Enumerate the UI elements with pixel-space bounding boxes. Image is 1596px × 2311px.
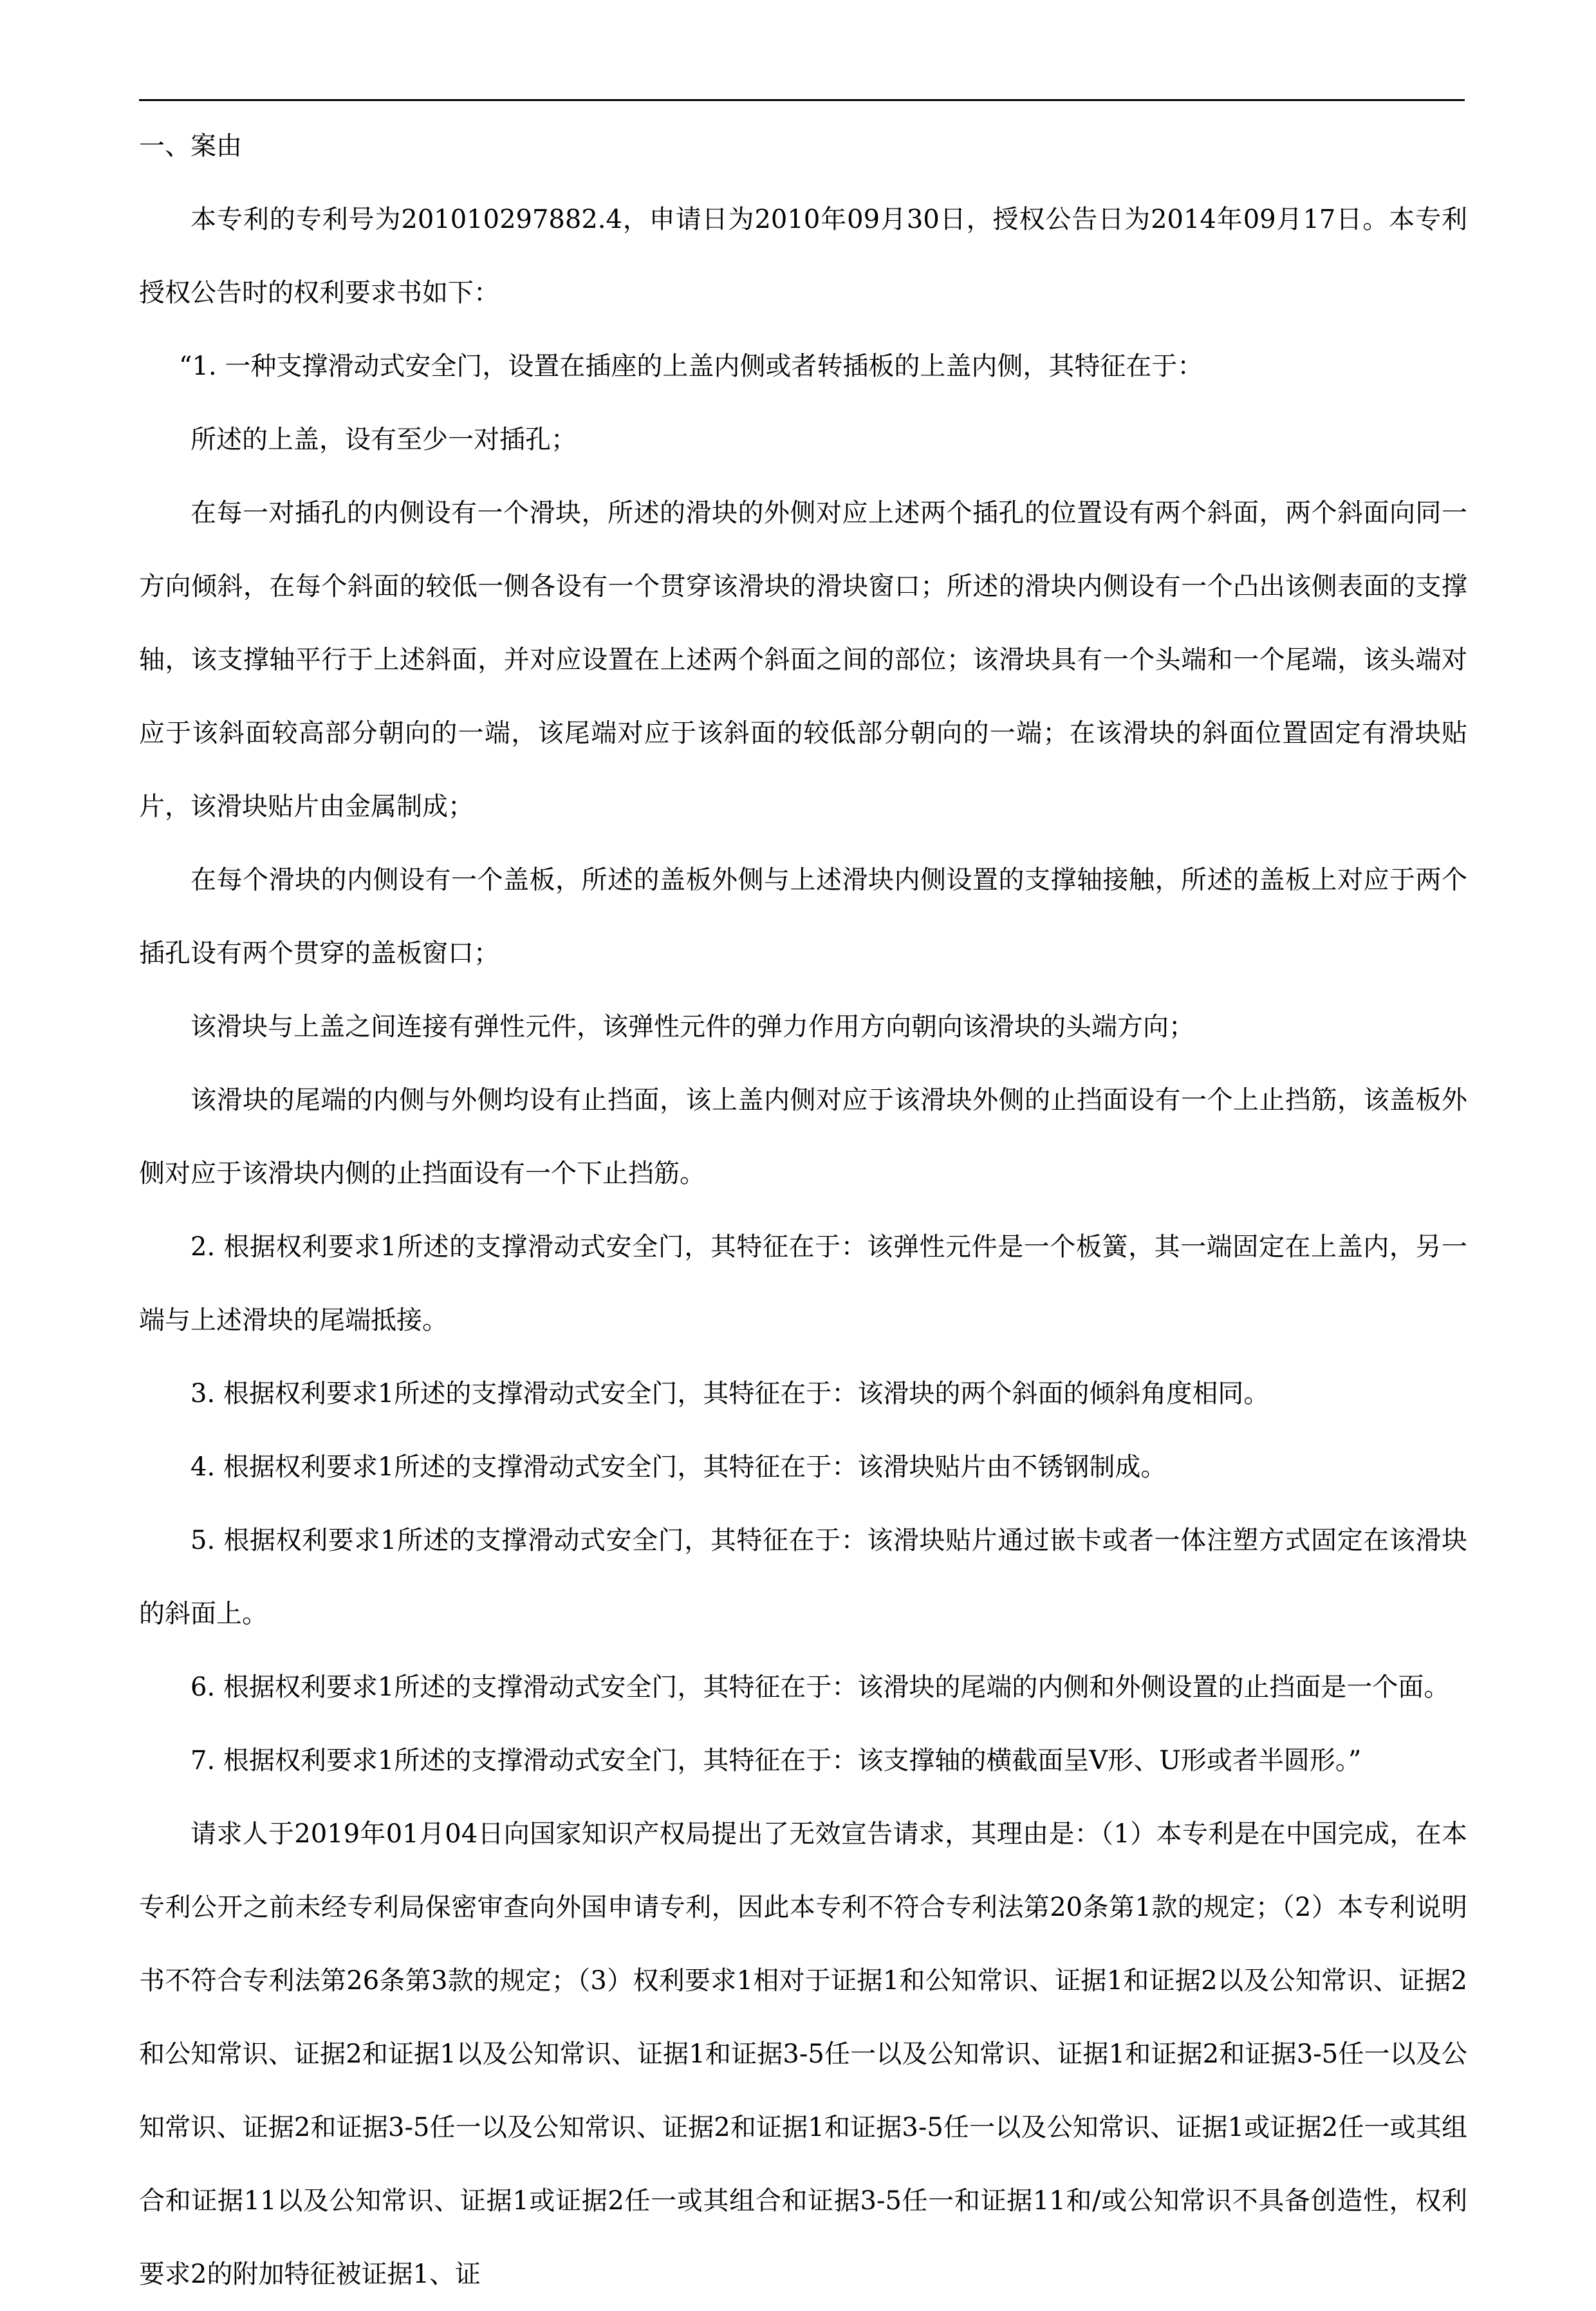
paragraph-claim-4: 4. 根据权利要求1所述的支撑滑动式安全门，其特征在于：该滑块贴片由不锈钢制成。 bbox=[190, 1452, 1167, 1482]
paragraph-claim-1-elastic: 该滑块与上盖之间连接有弹性元件，该弹性元件的弹力作用方向朝向该滑块的头端方向； bbox=[190, 1012, 1194, 1042]
paragraph-claim-1-stop: 该滑块的尾端的内侧与外侧均设有止挡面，该上盖内侧对应于该滑块外侧的止挡面设有一个上止挡筋，该盖板外侧对应于该滑块内侧的止挡面设有一个下止挡筋。 bbox=[139, 1085, 1467, 1188]
paragraph-claim-2: 2. 根据权利要求1所述的支撑滑动式安全门，其特征在于：该弹性元件是一个板簧，其一端固定在上盖内，另一端与上述滑块的尾端抵接。 bbox=[139, 1232, 1467, 1335]
paragraph-claim-6: 6. 根据权利要求1所述的支撑滑动式安全门，其特征在于：该滑块的尾端的内侧和外侧设置的止挡面是一个面。 bbox=[190, 1672, 1450, 1702]
header-rule bbox=[139, 99, 1465, 101]
paragraph-claim-1-cover-plate: 在每个滑块的内侧设有一个盖板，所述的盖板外侧与上述滑块内侧设置的支撑轴接触，所述的盖板上对应于两个插孔设有两个贯穿的盖板窗口； bbox=[139, 865, 1467, 968]
paragraph-claim-1-cover: 所述的上盖，设有至少一对插孔； bbox=[190, 425, 577, 454]
section-heading: 一、案由 bbox=[139, 131, 242, 161]
paragraph-invalidation-request: 请求人于2019年01月04日向国家知识产权局提出了无效宣告请求，其理由是：（1）本专利是在中国完成，在本专利公开之前未经专利局保密审查向外国申请专利，因此本专利不符合专利法第20条第1款的规定；（2）本专利说明书不符合专利法第26条第3款的规定；（3）权利要求1相对于证据1和公知常识、证据1和证据2以及公知常识、证据2和公知常识、证据2和证据1以及公知常识、证据1和证据3-5任一以及公知常识、证据1和证据2和证据3-5任一以及公知常识、证据2和证据3-5任一以及公知常识、证据2和证据1和证据3-5任一以及公知常识、证据1或证据2任一或其组合和证据11以及公知常识、证据1或证据2任一或其组合和证据3-5任一和证据11和/或公知常识不具备创造性，权利要求2的附加特征被证据1、证 bbox=[139, 1819, 1467, 2289]
paragraph-claim-1-intro: “1. 一种支撑滑动式安全门，设置在插座的上盖内侧或者转插板的上盖内侧，其特征在于： bbox=[179, 351, 1203, 381]
paragraph-claim-7: 7. 根据权利要求1所述的支撑滑动式安全门，其特征在于：该支撑轴的横截面呈V形、U形或者半圆形。” bbox=[190, 1746, 1362, 1775]
paragraph-claim-1-slider: 在每一对插孔的内侧设有一个滑块，所述的滑块的外侧对应上述两个插孔的位置设有两个斜面，两个斜面向同一方向倾斜，在每个斜面的较低一侧各设有一个贯穿该滑块的滑块窗口；所述的滑块内侧设有一个凸出该侧表面的支撑轴，该支撑轴平行于上述斜面，并对应设置在上述两个斜面之间的部位；该滑块具有一个头端和一个尾端，该头端对应于该斜面较高部分朝向的一端，该尾端对应于该斜面的较低部分朝向的一端；在该滑块的斜面位置固定有滑块贴片，该滑块贴片由金属制成； bbox=[139, 498, 1467, 821]
paragraph-claim-5: 5. 根据权利要求1所述的支撑滑动式安全门，其特征在于：该滑块贴片通过嵌卡或者一体注塑方式固定在该滑块的斜面上。 bbox=[139, 1526, 1467, 1629]
paragraph-claim-3: 3. 根据权利要求1所述的支撑滑动式安全门，其特征在于：该滑块的两个斜面的倾斜角度相同。 bbox=[190, 1379, 1270, 1408]
document-body bbox=[139, 109, 1467, 2311]
paragraph-patent-info: 本专利的专利号为201010297882.4，申请日为2010年09月30日，授权公告日为2014年09月17日。本专利授权公告时的权利要求书如下： bbox=[139, 205, 1467, 308]
